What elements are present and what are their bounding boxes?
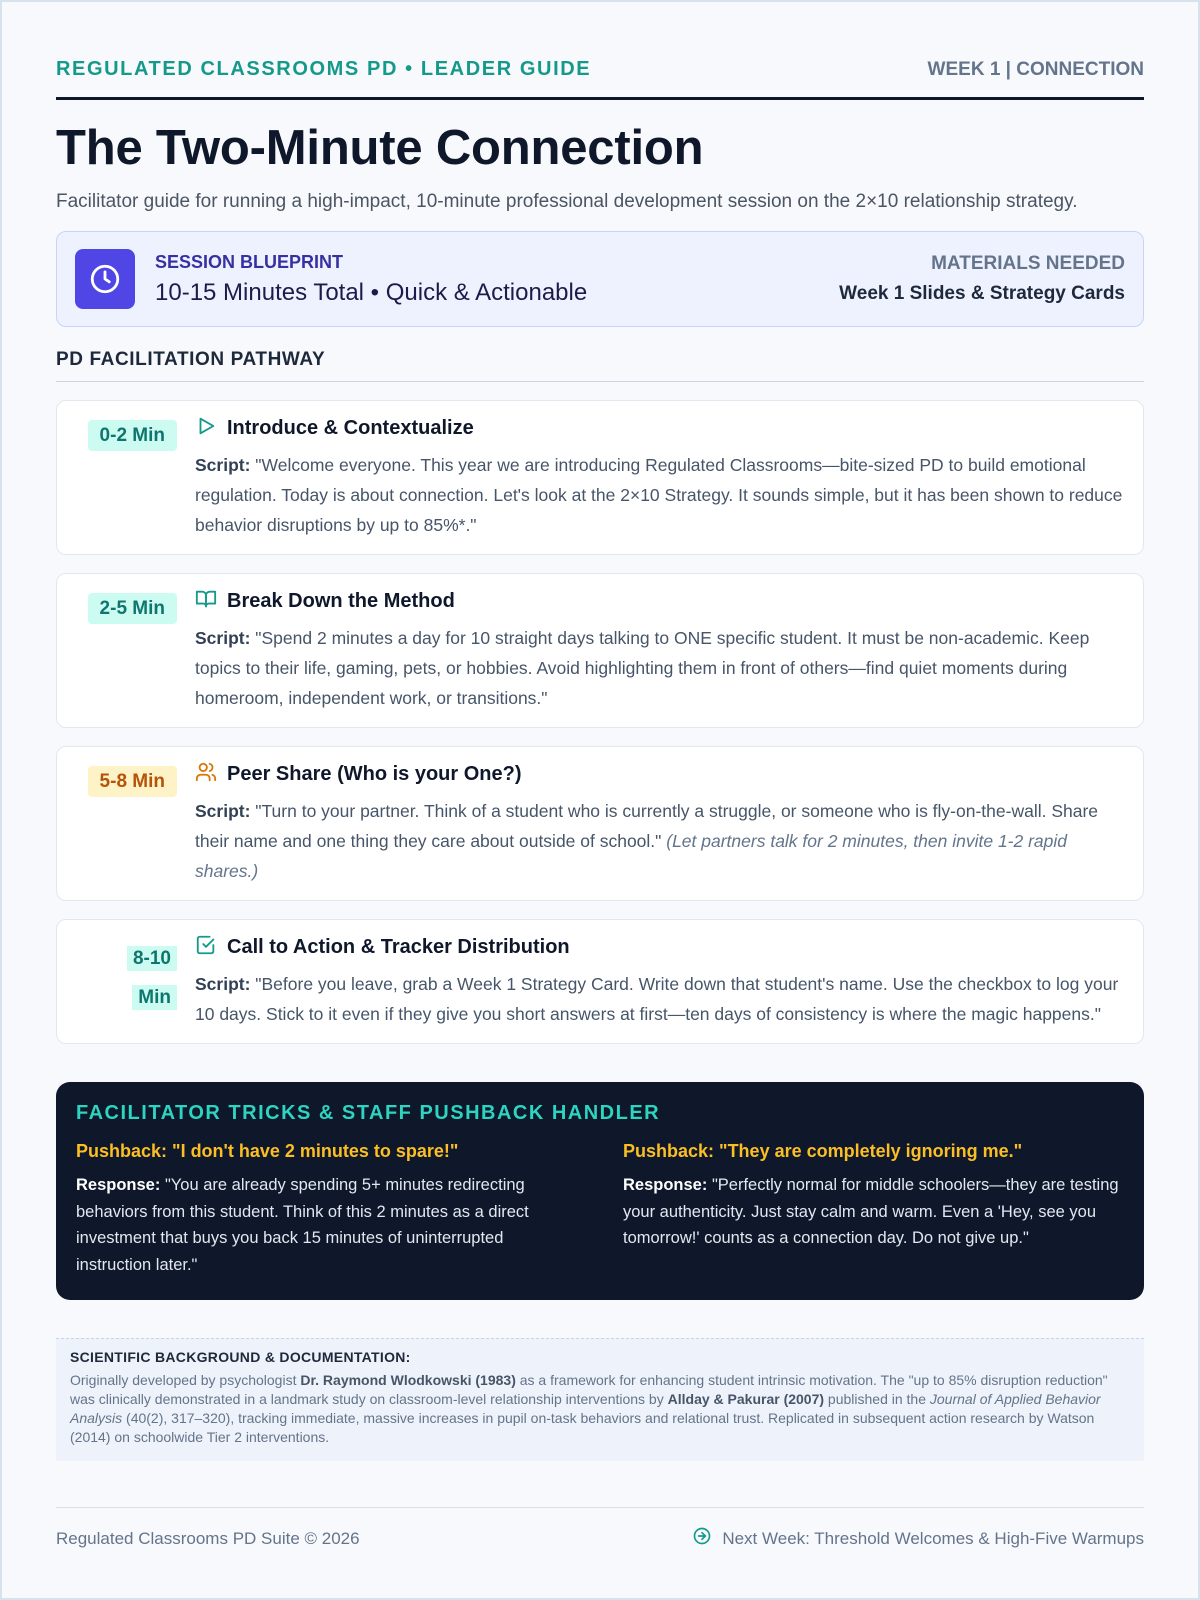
step-script: Script: "Turn to your partner. Think of a student who is currently a struggle, or someone who is fly-on-the-wall. Share their name and one thing they care about outside of school." (Let partners talk for 2 minutes, then invite 1-2 rapid shares.): [195, 801, 1099, 881]
play-icon: [195, 415, 217, 442]
next-week-link[interactable]: [692, 1526, 1144, 1551]
header-bar: [56, 2, 1144, 100]
step-script: Script: "Welcome everyone. This year we are introducing Regulated Classrooms—bite-sized PD to build emotional regulation. Today is about connection. Let's look at the 2×10 Strategy. It sounds simple, but it has been shown to reduce behavior disruptions by up to 85%*.": [195, 455, 1123, 535]
step-title: Break Down the Method: [227, 590, 455, 612]
time-badge: 8-10 Min: [119, 939, 177, 1017]
week-label: WEEK 1 | CONNECTION: [927, 58, 1144, 80]
pushback-response: Response: "Perfectly normal for middle schoolers—they are testing your authenticity. Just stay calm and warm. Even a 'Hey, see you tomorrow!' counts as a connection day. Do not give up.": [623, 1176, 1119, 1247]
pushback-item: [76, 1141, 577, 1278]
pushback-quote: Pushback: "I don't have 2 minutes to spare!": [76, 1141, 459, 1161]
blueprint-label: SESSION BLUEPRINT: [155, 251, 344, 272]
pushback-panel-title: FACILITATOR TRICKS & STAFF PUSHBACK HANDLER: [76, 1102, 661, 1124]
pushback-response: Response: "You are already spending 5+ minutes redirecting behaviors from this student. Think of this 2 minutes as a direct investment that buys you back 15 minutes of uninterrupted instruction later.": [76, 1176, 529, 1274]
time-badge: 0-2 Min: [88, 420, 177, 451]
time-badge: 2-5 Min: [88, 593, 177, 624]
pathway-step: [56, 919, 1144, 1044]
step-title: Peer Share (Who is your One?): [227, 763, 522, 785]
pathway-title: PD FACILITATION PATHWAY: [56, 349, 1144, 382]
users-icon: [195, 761, 217, 788]
scientific-background-title: SCIENTIFIC BACKGROUND & DOCUMENTATION:: [70, 1349, 411, 1365]
pathway-step: [56, 573, 1144, 728]
page-subtitle: Facilitator guide for running a high-impact, 10-minute professional development session on the 2×10 relationship strategy.: [56, 191, 1078, 212]
facilitator-note: (Let partners talk for 2 minutes, then invite 1-2 rapid shares.): [195, 831, 1068, 881]
pathway-step: [56, 746, 1144, 901]
page-title: The Two-Minute Connection: [56, 121, 704, 175]
session-blueprint: [56, 231, 1144, 327]
check-square-icon: [195, 934, 217, 961]
step-script: Script: "Before you leave, grab a Week 1 Strategy Card. Write down that student's name. Use the checkbox to log your 10 days. Stick to it even if they give you short answers at first—ten days of consistency is where the magic happens.": [195, 974, 1119, 1024]
step-title: Call to Action & Tracker Distribution: [227, 936, 570, 958]
pushback-item: [623, 1141, 1124, 1278]
program-label: REGULATED CLASSROOMS PD • LEADER GUIDE: [56, 58, 592, 80]
next-week-label: Next Week: Threshold Welcomes & High-Five Warmups: [722, 1528, 1144, 1548]
materials-value: Week 1 Slides & Strategy Cards: [839, 283, 1125, 304]
pushback-quote: Pushback: "They are completely ignoring me.": [623, 1141, 1023, 1161]
book-open-icon: [195, 588, 217, 615]
materials-label: MATERIALS NEEDED: [931, 253, 1125, 274]
step-title: Introduce & Contextualize: [227, 417, 474, 439]
footer: [56, 1507, 1144, 1551]
scientific-background: [56, 1338, 1144, 1461]
pushback-handler-panel: [56, 1082, 1144, 1300]
time-badge: 5-8 Min: [88, 766, 177, 797]
pathway-step: [56, 400, 1144, 555]
blueprint-value: 10-15 Minutes Total • Quick & Actionable: [155, 278, 588, 306]
pathway-steps: [56, 400, 1144, 1044]
arrow-right-circle-icon: [692, 1526, 722, 1551]
clock-icon: [75, 249, 135, 309]
scientific-background-text: Originally developed by psychologist Dr. Raymond Wlodkowski (1983) as a framework for enhancing student intrinsic motivation. The "up to 85% disruption reduction" was clinically demonstrated in a landmark study on classroom-level relationship interventions by Allday & Pakurar (2007) published in the Journal of Applied Behavior Analysis (40(2), 317–320), tracking immediate, massive increases in pupil on-task behaviors and relational trust. Replicated in subsequent action research by Watson (2014) on schoolwide Tier 2 interventions.: [70, 1372, 1108, 1445]
step-script: Script: "Spend 2 minutes a day for 10 straight days talking to ONE specific student. It must be non-academic. Keep topics to their life, gaming, pets, or hobbies. Avoid highlighting them in front of others—find quiet moments during homeroom, independent work, or transitions.": [195, 628, 1090, 708]
footer-copyright: Regulated Classrooms PD Suite © 2026: [56, 1528, 360, 1548]
